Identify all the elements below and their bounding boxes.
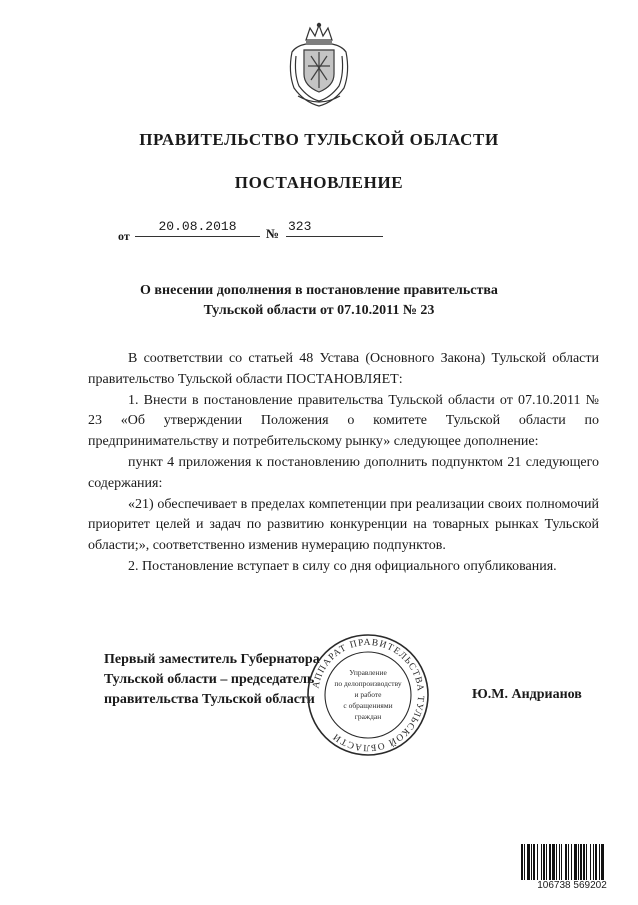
barcode-bar [533, 844, 535, 880]
barcode-bar [549, 844, 551, 880]
seal-ring-text: АППАРАТ ПРАВИТЕЛЬСТВА ТУЛЬСКОЙ ОБЛАСТИ [311, 637, 426, 753]
government-title: ПРАВИТЕЛЬСТВО ТУЛЬСКОЙ ОБЛАСТИ [139, 130, 499, 149]
signer-name: Ю.М. Андрианов [472, 687, 582, 702]
barcode-bar [590, 844, 591, 880]
signer-position-line-2: Тульской области – председатель [104, 672, 315, 687]
barcode-bar [568, 844, 569, 880]
barcode-number: 106738 569202 [520, 880, 624, 892]
signer-position-line-1: Первый заместитель Губернатора [104, 652, 320, 667]
barcode-bar [559, 844, 560, 880]
barcode-bar [593, 844, 594, 880]
date-value: 20.08.2018 [135, 219, 260, 237]
number-label: № [266, 226, 280, 241]
barcode-bar [543, 844, 545, 880]
signer-position-line-3: правительства Тульской области [104, 692, 315, 707]
body-paragraph: пункт 4 приложения к постановлению дополнить подпунктом 21 следующего содержания: [88, 454, 599, 491]
barcode-bar [599, 844, 600, 880]
barcode-bar [595, 844, 597, 880]
barcode-bar [546, 844, 547, 880]
subject-line-1: О внесении дополнения в постановление правительства [140, 283, 498, 298]
barcode-bar [571, 844, 572, 880]
document-number: 323 [286, 219, 383, 237]
official-seal-stamp [306, 633, 430, 757]
body-paragraph: «21) обеспечивает в пределах компетенции при реализации своих полномочий приоритет целей и задач по развитию конкуренции на товарных рынках Тульской области;», соответственно изменив нумерацию подпунктов. [88, 496, 599, 554]
body-paragraph: В соответствии со статьей 48 Устава (Основного Закона) Тульской области правительство Тульской области ПОСТАНОВЛЯЕТ: [88, 351, 599, 387]
document-body [88, 349, 599, 578]
barcode-bar [574, 844, 577, 880]
subject-line-2: Тульской области от 07.10.2011 № 23 [203, 303, 435, 318]
barcode-bar [541, 844, 542, 880]
body-paragraph: 1. Внести в постановление правительства Тульской области от 07.10.2011 № 23 «Об утверждении Положения о комитете Тульской области по предпринимательству и потребительскому рынку» следующее дополнение: [88, 392, 599, 450]
barcode-bar [586, 844, 587, 880]
coat-of-arms-emblem [282, 22, 356, 108]
barcode-bar [531, 844, 532, 880]
barcode-bar [580, 844, 582, 880]
barcode-bar [556, 844, 557, 880]
seal-center-line-2: по делопроизводству [334, 679, 402, 688]
barcode-bar [537, 844, 538, 880]
barcode-bar [583, 844, 585, 880]
barcode-bar [527, 844, 530, 880]
date-label: от [118, 229, 130, 243]
barcode-bar [578, 844, 579, 880]
barcode-bar [601, 844, 604, 880]
document-subject [100, 281, 538, 321]
document-type: ПОСТАНОВЛЕНИЕ [234, 173, 404, 192]
seal-center-line-1: Управление [349, 668, 387, 677]
barcode-bar [561, 844, 562, 880]
signer-position [104, 650, 320, 710]
barcode-bar [524, 844, 525, 880]
seal-center-line-4: с обращениями [343, 701, 393, 710]
seal-center-line-3: и работе [354, 690, 382, 699]
barcode-bar [521, 844, 523, 880]
barcode-bar [565, 844, 567, 880]
barcode-bar [552, 844, 555, 880]
seal-center-line-5: граждан [354, 712, 382, 721]
body-paragraph: 2. Постановление вступает в силу со дня официального опубликования. [128, 558, 557, 574]
